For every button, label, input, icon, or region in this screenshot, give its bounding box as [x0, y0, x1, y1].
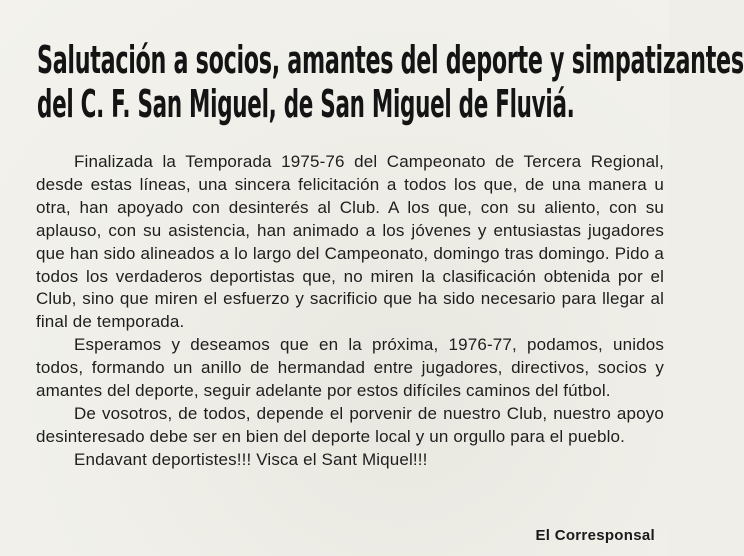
- article-body: [36, 151, 664, 472]
- article-paragraph: Finalizada la Temporada 1975-76 del Campeonato de Tercera Regional, desde estas líneas, una sincera felicitación a todos los que, de una manera u otra, han apoyado con desinterés al Club. A los que, con su aliento, con su aplauso, con su asistencia, han animado a los jóvenes y entusiastas jugadores que han sido alineados a lo largo del Campeonato, domingo tras domingo. Pido a todos los verdaderos deportistas que, no miren la clasificación obtenida por el Club, sino que miren el esfuerzo y sacrificio que ha sido necesario para llegar al final de temporada.: [36, 152, 664, 332]
- article-paragraph: Esperamos y deseamos que en la próxima, 1976-77, podamos, unidos todos, formando un anillo de hermandad entre jugadores, directivos, socios y amantes del deporte, seguir adelante por estos difíciles caminos del fútbol.: [36, 335, 664, 401]
- article-paragraph: Endavant deportistes!!! Visca el Sant Miquel!!!: [74, 449, 428, 469]
- headline-line-2: del C. F. San Miguel, de San Miguel de Fluviá.: [37, 82, 575, 126]
- headline-line-1: Salutación a socios, amantes del deporte y simpatizantes: [37, 38, 744, 82]
- article-headline: [37, 38, 744, 126]
- article-paragraph: De vosotros, de todos, depende el porvenir de nuestro Club, nuestro apoyo desinteresado debe ser en bien del deporte local y un orgullo para el pueblo.: [36, 403, 664, 446]
- article-signature: El Corresponsal: [535, 527, 655, 544]
